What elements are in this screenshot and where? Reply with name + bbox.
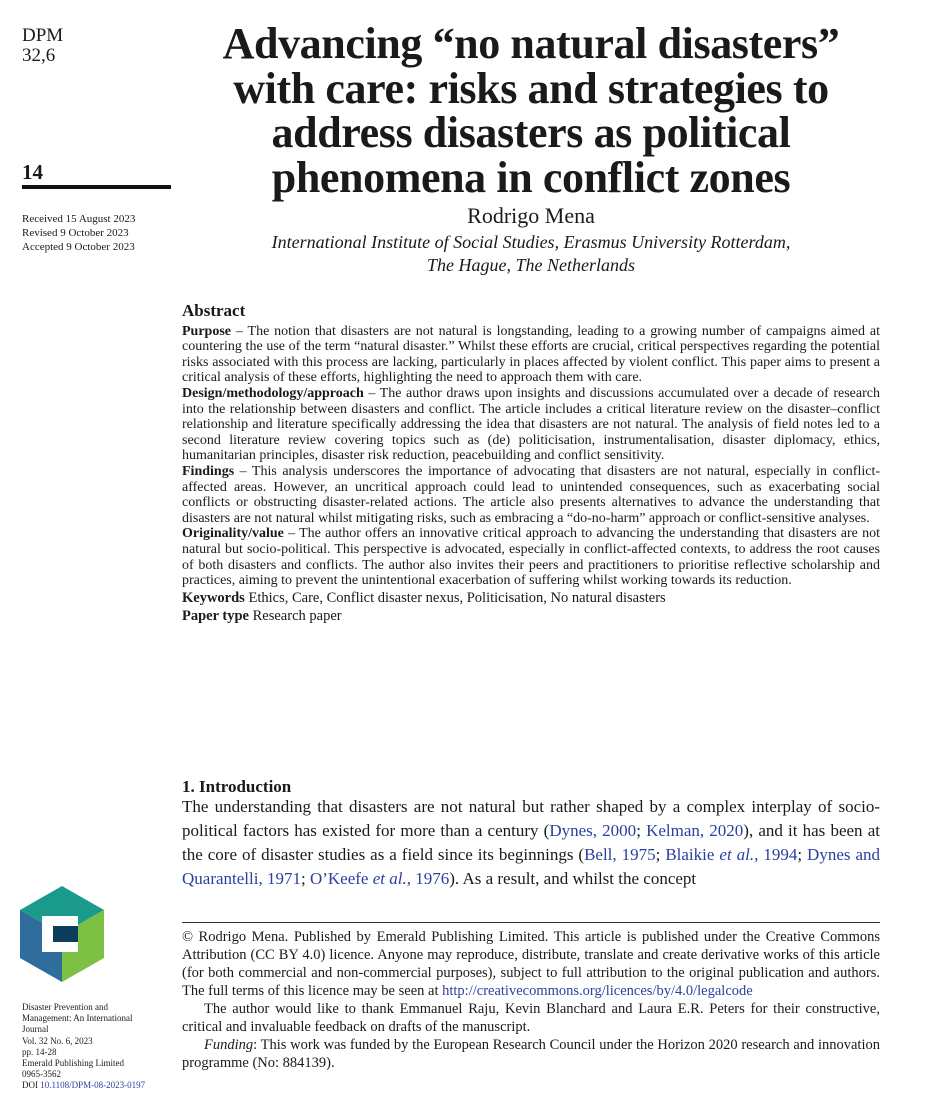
intro-text: ), and it has been at the core of disaster studies as a field since its beginnings ( [182, 821, 880, 864]
citation-year: , 1994 [754, 845, 798, 864]
abstract-findings [182, 464, 880, 526]
abstract [182, 303, 880, 625]
footnote [182, 928, 880, 1072]
title-line: address disasters as political [271, 108, 791, 157]
funding-text: : This work was funded by the European Research Council under the Horizon 2020 research and innovation programme (No: 884139). [182, 1037, 880, 1071]
funding-label: Funding [204, 1037, 254, 1053]
funding-note [182, 1036, 880, 1072]
citation-link[interactable]: Dynes and Quarantelli, 1971 [182, 845, 880, 888]
title-line: with care: risks and strategies to [233, 63, 829, 113]
accepted-date: Accepted 9 October 2023 [22, 241, 135, 253]
journal-doi [22, 1080, 172, 1091]
journal-volume-issue: 32,6 [22, 45, 56, 66]
journal-name-line: Disaster Prevention and [22, 1002, 108, 1012]
design-text: – The author draws upon insights and discussions accumulated over a decade of research into the relationship between disasters and conflict. The article includes a critical literature review on the disaster–conflict relationship and literature specifically addressing the idea that disasters are not natural. The analysis of field notes led to a second literature review covering topics such as (de) politicisation, instrumentalisation, disaster diplomacy, ethics, humanitarian principles, disaster risk reduction, peacebuilding and conflict sensitivity. [182, 385, 880, 464]
citation-link[interactable]: Kelman, 2020 [646, 821, 744, 840]
journal-info [22, 1002, 172, 1092]
citation-etal: et al. [372, 869, 407, 888]
intro-text: ). As a result, and whilst the concept [449, 869, 697, 888]
license-note [182, 928, 880, 1000]
citation-link[interactable] [665, 845, 797, 864]
title-line: phenomena in conflict zones [271, 152, 791, 202]
citation-link[interactable]: Dynes, 2000 [549, 821, 637, 840]
received-date: Received 15 August 2023 [22, 213, 136, 225]
paper-type [182, 607, 880, 625]
citation-etal: et al. [719, 845, 755, 864]
originality-label: Originality/value [182, 526, 284, 542]
paper-type-text: Research paper [249, 607, 342, 624]
article-title [176, 19, 886, 202]
keywords-text: Ethics, Care, Conflict disaster nexus, Politicisation, No natural disasters [244, 589, 666, 606]
citation-author: Blaikie [665, 845, 720, 864]
purpose-text: – The notion that disasters are not natural is longstanding, leading to a growing number of campaigns aimed at countering the use of the term “natural disaster.” Whilst these efforts are crucial, critical perspectives regarding the potential risks associated with this process are lacking, particularly in places affected by violent conflict. This paper aims to present a critical analysis of these efforts, highlighting the need to approach them with care. [182, 323, 880, 386]
citation-separator: ; [300, 869, 310, 888]
findings-text: – This analysis underscores the importance of advocating that disasters are not natural, especially in conflict-affected areas. However, an uncritical approach could lead to unintended consequences, such as exacerbating social conflicts or obstructing disaster-related actions. The article also presents alternatives to advance the understanding that disasters are not natural whilst mitigating risks, such as embracing a “do-no-harm” approach or conflict-sensitive analyses. [182, 463, 880, 526]
citation-author: O’Keefe [309, 869, 373, 888]
author-name: Rodrigo Mena [467, 203, 595, 228]
abstract-heading: Abstract [182, 301, 246, 320]
license-text: © Rodrigo Mena. Published by Emerald Publishing Limited. This article is published under the Creative Commons Attribution (CC BY 4.0) licence. Anyone may reproduce, distribute, translate and create derivative works of this article (for both commercial and non-commercial purposes), subject to full attribution to the original publication and authors. The full terms of this licence may be seen at [182, 929, 880, 999]
keywords-label: Keywords [182, 589, 245, 606]
journal-issn: 0965-3562 [22, 1069, 61, 1080]
keywords [182, 589, 880, 607]
abstract-design [182, 386, 880, 464]
affiliation-line: International Institute of Social Studies, Erasmus University Rotterdam, [271, 232, 791, 252]
citation-year: , 1976 [406, 869, 450, 888]
affiliation-line: The Hague, The Netherlands [427, 255, 635, 275]
article-dates [22, 212, 135, 254]
intro-text: The understanding that disasters are not natural but rather shaped by a complex interplay of socio-political factors has existed for more than a century ( [182, 797, 880, 840]
author-affiliation [176, 231, 886, 277]
abstract-originality [182, 526, 880, 588]
journal-name-line: Management: An International [22, 1013, 133, 1024]
logo-inner-shade [53, 926, 78, 942]
journal-abbrev: DPM [22, 25, 64, 46]
citation-separator: ; [636, 821, 647, 840]
revised-date: Revised 9 October 2023 [22, 227, 129, 239]
title-line: Advancing “no natural disasters” [222, 19, 840, 68]
paper-type-label: Paper type [182, 607, 249, 624]
license-url-link[interactable]: http://creativecommons.org/licences/by/4.0/legalcode [442, 983, 753, 999]
introduction-heading: 1. Introduction [182, 777, 292, 796]
footnote-divider [182, 922, 880, 923]
page-number: 14 [22, 160, 43, 184]
purpose-label: Purpose [182, 323, 231, 339]
citation-link[interactable] [310, 869, 449, 888]
journal-volume: Vol. 32 No. 6, 2023 [22, 1035, 93, 1046]
journal-code [22, 26, 63, 66]
journal-publisher: Emerald Publishing Limited [22, 1058, 124, 1069]
design-label: Design/methodology/approach [182, 385, 364, 401]
acknowledgement: The author would like to thank Emmanuel Raju, Kevin Blanchard and Laura E.R. Peters for their constructive, critical and invaluable feedback on drafts of the manuscript. [182, 1001, 880, 1035]
abstract-purpose [182, 324, 880, 386]
doi-prefix: DOI [22, 1080, 41, 1091]
citation-separator: ; [655, 845, 666, 864]
journal-pages: pp. 14-28 [22, 1046, 57, 1057]
originality-text: – The author offers an innovative critical approach to advancing the understanding that disasters are not natural but socio-political. This perspective is advocated, especially in conflict-affected contexts, to address the root causes of both disasters and conflicts. The author also invites their peers and practitioners to prioritise reflective scholarship and practices, aiming to prevent the unintentional exacerbation of suffering whilst working towards its reduction. [182, 526, 880, 589]
citation-link[interactable]: Bell, 1975 [584, 845, 656, 864]
page-number-rule [22, 185, 171, 189]
doi-link[interactable]: 10.1108/DPM-08-2023-0197 [40, 1080, 146, 1091]
emerald-logo-icon [20, 886, 104, 982]
citation-separator: ; [797, 845, 808, 864]
journal-name-line: Journal [22, 1024, 49, 1035]
introduction-paragraph [182, 795, 880, 891]
findings-label: Findings [182, 463, 235, 479]
